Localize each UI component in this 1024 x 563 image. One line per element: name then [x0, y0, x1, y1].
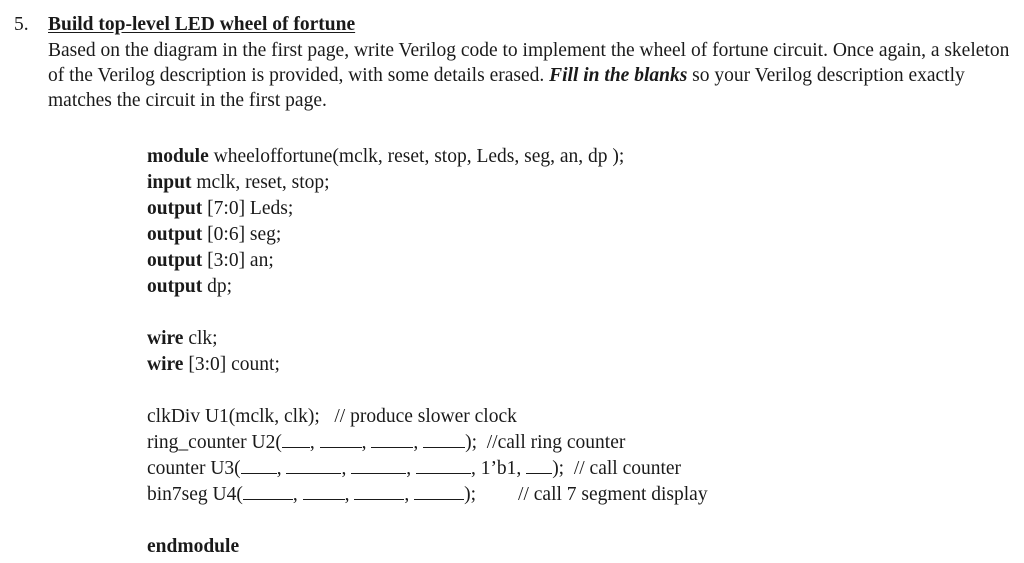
code-line-module: [147, 144, 1007, 170]
instructions-part-2: so your Verilog description exactly matches the circuit in the first page.: [48, 65, 965, 111]
keyword-wire: wire: [147, 354, 184, 375]
code-line-output-dp: [147, 274, 1007, 300]
fill-in-blank[interactable]: [526, 457, 552, 474]
bin7seg-comment: // call 7 segment display: [518, 484, 708, 505]
separator: ,: [292, 484, 298, 505]
code-line-bin7seg: [147, 482, 1007, 508]
code-line-counter: [147, 456, 1007, 482]
keyword-wire: wire: [147, 328, 184, 349]
instructions-part-1: Based on the diagram in the first page, write Verilog code to implement the wheel of fortune circuit. Once again, a skeleton of the Verilog description is provided, with some details erased.: [48, 40, 1010, 86]
wire-clk-declaration: clk;: [183, 328, 218, 349]
code-line-clkdiv: [147, 404, 1007, 430]
fill-in-blank[interactable]: [320, 431, 362, 448]
question-instructions: [48, 38, 1020, 113]
separator: ,: [309, 432, 315, 453]
code-line-wire-count: [147, 352, 1007, 378]
code-line-input: [147, 170, 1007, 196]
separator: ,: [413, 432, 419, 453]
question-title: Build top-level LED wheel of fortune: [48, 14, 356, 35]
keyword-module: module: [147, 146, 209, 167]
fill-in-blank[interactable]: [354, 483, 404, 500]
output-leds-declaration: [7:0] Leds;: [202, 198, 294, 219]
code-line-output-leds: [147, 196, 1007, 222]
keyword-input: input: [147, 172, 192, 193]
bin7seg-prefix: bin7seg U4(: [147, 484, 243, 505]
fill-in-blank[interactable]: [423, 431, 465, 448]
ring-counter-suffix: ); //call ring counter: [465, 432, 626, 453]
fill-in-blank[interactable]: [286, 457, 341, 474]
wire-count-declaration: [3:0] count;: [183, 354, 280, 375]
fill-in-blank[interactable]: [351, 457, 406, 474]
fill-in-blank[interactable]: [303, 483, 345, 500]
problem-heading: [14, 13, 1020, 37]
code-line-ring-counter: [147, 430, 1007, 456]
output-seg-declaration: [0:6] seg;: [202, 224, 282, 245]
code-line-endmodule: [147, 534, 1007, 560]
keyword-output: output: [147, 224, 203, 245]
keyword-output: output: [147, 198, 203, 219]
fill-in-blank[interactable]: [282, 431, 310, 448]
verilog-code-block: [147, 144, 1007, 560]
output-an-declaration: [3:0] an;: [202, 250, 274, 271]
question-number: 5.: [14, 14, 29, 35]
code-line-output-seg: [147, 222, 1007, 248]
separator: ,: [344, 484, 350, 505]
ring-counter-prefix: ring_counter U2(: [147, 432, 282, 453]
keyword-endmodule: endmodule: [147, 536, 240, 557]
clkdiv-instantiation: clkDiv U1(mclk, clk); // produce slower clock: [147, 406, 517, 427]
fill-in-blank[interactable]: [243, 483, 293, 500]
separator: ,: [361, 432, 367, 453]
fill-in-blank[interactable]: [371, 431, 413, 448]
instructions-emphasis: Fill in the blanks: [549, 65, 688, 86]
fill-in-blank[interactable]: [414, 483, 464, 500]
code-spacer: [147, 378, 1007, 404]
code-spacer: [147, 300, 1007, 326]
keyword-output: output: [147, 250, 203, 271]
input-declaration: mclk, reset, stop;: [191, 172, 330, 193]
separator: ,: [341, 458, 347, 479]
separator: ,: [404, 484, 410, 505]
bin7seg-suffix: );: [464, 484, 477, 505]
module-declaration: wheeloffortune(mclk, reset, stop, Leds, seg, an, dp );: [208, 146, 625, 167]
fill-in-blank[interactable]: [416, 457, 471, 474]
output-dp-declaration: dp;: [202, 276, 233, 297]
counter-suffix: ); // call counter: [552, 458, 682, 479]
code-line-wire-clk: [147, 326, 1007, 352]
fill-in-blank[interactable]: [241, 457, 277, 474]
counter-middle: , 1’b1,: [470, 458, 522, 479]
code-spacer: [147, 508, 1007, 534]
problem-block: [14, 13, 1020, 113]
separator: ,: [276, 458, 282, 479]
code-line-output-an: [147, 248, 1007, 274]
keyword-output: output: [147, 276, 203, 297]
counter-prefix: counter U3(: [147, 458, 241, 479]
separator: ,: [406, 458, 412, 479]
